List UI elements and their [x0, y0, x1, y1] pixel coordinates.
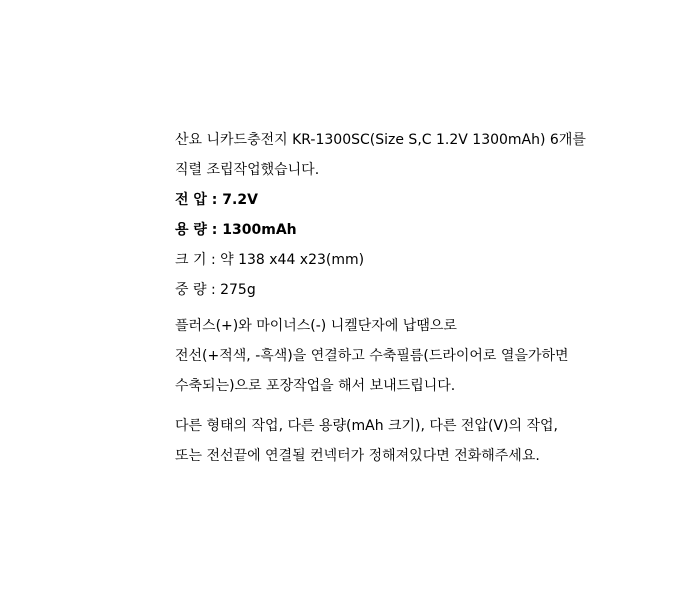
- intro-line-2: 직렬 조립작업했습니다.: [175, 162, 320, 178]
- spec-size: 크 기 : 약 138 x44 x23(mm): [175, 252, 365, 268]
- packaging-line-2: 전선(+적색, -흑색)을 연결하고 수축필름(드라이어로 열을가하면: [175, 348, 569, 364]
- packaging-line-1: 플러스(+)와 마이너스(-) 니켈단자에 납땜으로: [175, 318, 457, 334]
- spec-weight: 중 량 : 275g: [175, 282, 256, 298]
- custom-order-line-1: 다른 형태의 작업, 다른 용량(mAh 크기), 다른 전압(V)의 작업,: [175, 418, 558, 434]
- product-description: [175, 125, 586, 471]
- custom-order-paragraph: [175, 411, 575, 471]
- specs-list: [175, 185, 575, 305]
- spec-voltage: 전 압 : 7.2V: [175, 192, 258, 208]
- packaging-paragraph: [175, 311, 575, 401]
- spec-capacity: 용 량 : 1300mAh: [175, 222, 297, 238]
- custom-order-line-2: 또는 전선끝에 연결될 컨넥터가 정해져있다면 전화해주세요.: [175, 448, 540, 464]
- intro-line-1: 산요 니카드충전지 KR-1300SC(Size S,C 1.2V 1300mAh) 6개를: [175, 132, 586, 148]
- intro-paragraph: [175, 125, 586, 185]
- packaging-line-3: 수축되는)으로 포장작업을 해서 보내드립니다.: [175, 378, 456, 394]
